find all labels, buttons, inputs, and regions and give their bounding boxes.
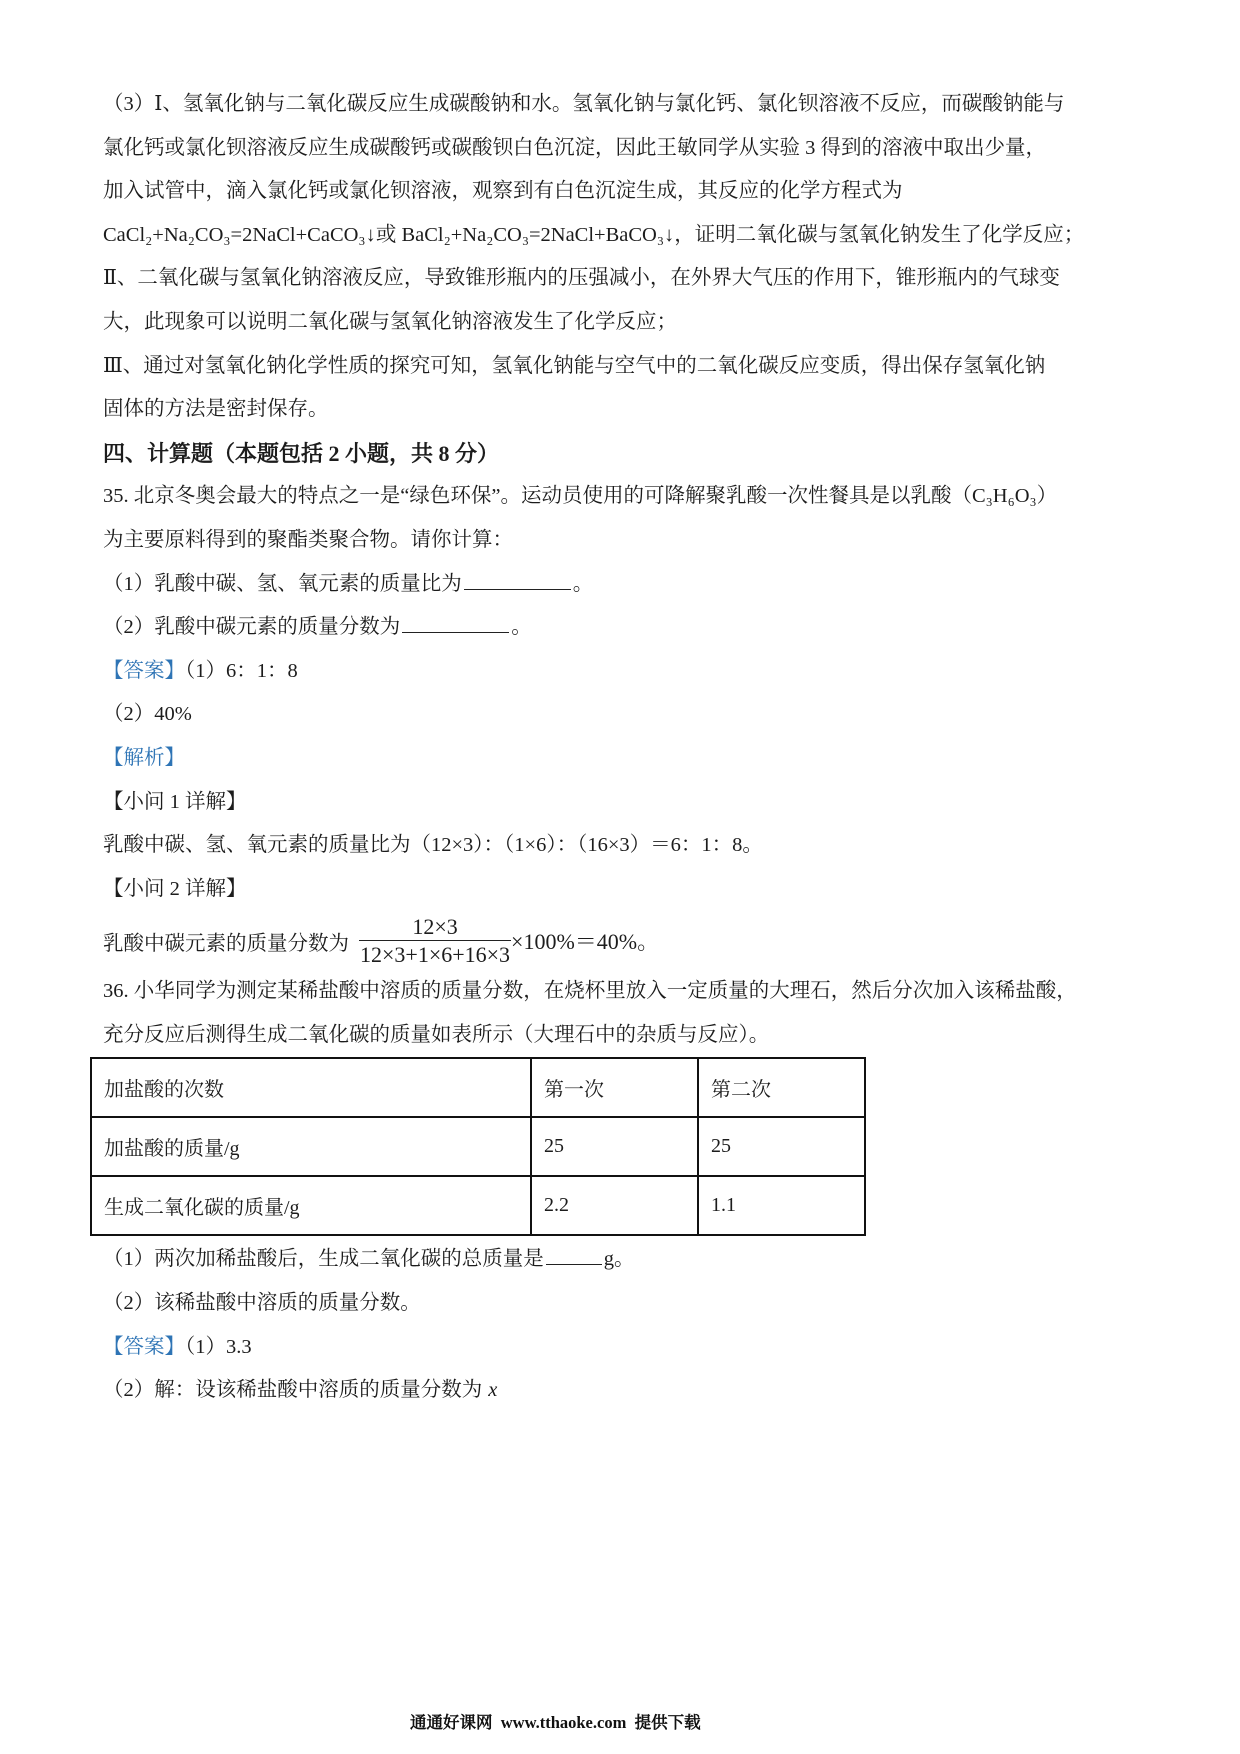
fraction — [359, 913, 511, 968]
q35-sub2-prefix: 乳酸中碳元素的质量分数为 — [103, 932, 349, 955]
q36-part-1-text: （1）两次加稀盐酸后，生成二氧化碳的总质量是 — [103, 1248, 544, 1271]
q35-part-1-text: （1）乳酸中碳、氢、氧元素的质量比为 — [103, 572, 462, 595]
table-cell: 2.2 — [531, 1176, 698, 1235]
table-cell: 加盐酸的次数 — [91, 1058, 531, 1117]
answer-blank — [464, 571, 571, 590]
table-cell: 25 — [531, 1117, 698, 1176]
table-row — [91, 1117, 865, 1176]
answer-blank — [546, 1246, 602, 1265]
chemical-equation-line: CaCl₂+Na₂CO₃=2NaCl+CaCO₃↓或 BaCl₂+Na₂CO₃=2NaCl+BaCO₃↓，证明二氧化碳与氢氧化钠发生了化学反应； — [103, 223, 1085, 246]
section3-line-2: 氯化钙或氯化钡溶液反应生成碳酸钙或碳酸钡白色沉淀，因此王敏同学从实验 3 得到的溶液中取出少量， — [103, 136, 1046, 159]
table-cell: 第二次 — [698, 1058, 865, 1117]
q36-answer-2 — [103, 1369, 1010, 1413]
page-footer: 通通好课网 www.tthaoke.com 提供下载 — [410, 1713, 701, 1732]
q36-answer-2-text: （2）解：设该稀盐酸中溶质的质量分数为 — [103, 1379, 483, 1402]
variable-x: x — [488, 1379, 498, 1402]
q35-part-2 — [103, 606, 1010, 650]
q35-part-2-text: （2）乳酸中碳元素的质量分数为 — [103, 616, 401, 639]
q36-answer-1: （1）3.3 — [185, 1335, 252, 1358]
q35-part-1-suffix: 。 — [572, 572, 594, 595]
table-cell: 加盐酸的质量/g — [91, 1117, 531, 1176]
table-row — [91, 1058, 865, 1117]
q35-answer-line-1 — [103, 650, 1010, 694]
section3-line-1: （3）Ⅰ、氢氧化钠与二氧化碳反应生成碳酸钠和水。氢氧化钠与氯化钙、氯化钡溶液不反应，而碳酸钠能与 — [103, 93, 1065, 115]
q35-stem-line-1: 35. 北京冬奥会最大的特点之一是“绿色环保”。运动员使用的可降解聚乳酸一次性餐具是以乳酸（C₃H₆O₃） — [103, 485, 1058, 508]
section3-line-7: Ⅲ、通过对氢氧化钠化学性质的探究可知，氢氧化钠能与空气中的二氧化碳反应变质，得出保存氢氧化钠 — [103, 354, 1046, 377]
q36-stem-line-1: 36. 小华同学为测定某稀盐酸中溶质的质量分数，在烧杯里放入一定质量的大理石，然后分次加入该稀盐酸， — [103, 980, 1077, 1003]
answer-blank — [402, 614, 509, 633]
fraction-denominator: 12×3+1×6+16×3 — [360, 942, 511, 968]
q35-sub2-formula — [103, 911, 1010, 970]
q35-sub2-title: 【小问 2 详解】 — [103, 877, 247, 900]
q36-answer-line-1 — [103, 1326, 1010, 1370]
table-cell: 25 — [698, 1117, 865, 1176]
table-cell: 第一次 — [531, 1058, 698, 1117]
section-heading: 四、计算题（本题包括 2 小题，共 8 分） — [103, 440, 500, 466]
q35-sub2-suffix: ×100%＝40%。 — [511, 929, 660, 955]
q36-stem-line-2: 充分反应后测得生成二氧化碳的质量如表所示（大理石中的杂质与反应）。 — [103, 1023, 770, 1046]
q35-answer-2: （2）40% — [103, 703, 192, 726]
q35-part-1 — [103, 563, 1010, 607]
answer-label: 【答案】 — [103, 1335, 185, 1358]
q36-part-1 — [103, 1238, 1010, 1282]
q35-stem-line-2: 为主要原料得到的聚酯类聚合物。请你计算： — [103, 528, 513, 551]
section3-line-6: 大，此现象可以说明二氧化碳与氢氧化钠溶液发生了化学反应； — [103, 310, 677, 333]
fraction-numerator: 12×3 — [412, 914, 458, 940]
section3-line-3: 加入试管中，滴入氯化钙或氯化钡溶液，观察到有白色沉淀生成，其反应的化学方程式为 — [103, 180, 903, 203]
data-table — [90, 1057, 866, 1236]
table-cell: 1.1 — [698, 1176, 865, 1235]
analysis-label: 【解析】 — [103, 746, 185, 769]
q36-part-2: （2）该稀盐酸中溶质的质量分数。 — [103, 1292, 421, 1315]
q36-part-1-suffix: g。 — [603, 1248, 635, 1271]
table-cell: 生成二氧化碳的质量/g — [91, 1176, 531, 1235]
q35-sub1-text: 乳酸中碳、氢、氧元素的质量比为（12×3）：（1×6）：（16×3）＝6：1：8。 — [103, 834, 763, 857]
q35-sub1-title: 【小问 1 详解】 — [103, 790, 247, 813]
q35-answer-1: （1）6：1：8 — [185, 659, 298, 682]
table-row — [91, 1176, 865, 1235]
section3-line-8: 固体的方法是密封保存。 — [103, 398, 329, 421]
answer-label: 【答案】 — [103, 659, 185, 682]
q35-part-2-suffix: 。 — [511, 616, 532, 639]
section3-line-5: Ⅱ、二氧化碳与氢氧化钠溶液反应，导致锥形瓶内的压强减小，在外界大气压的作用下，锥形瓶内的气球变 — [103, 267, 1060, 290]
document-page — [103, 83, 1085, 1413]
